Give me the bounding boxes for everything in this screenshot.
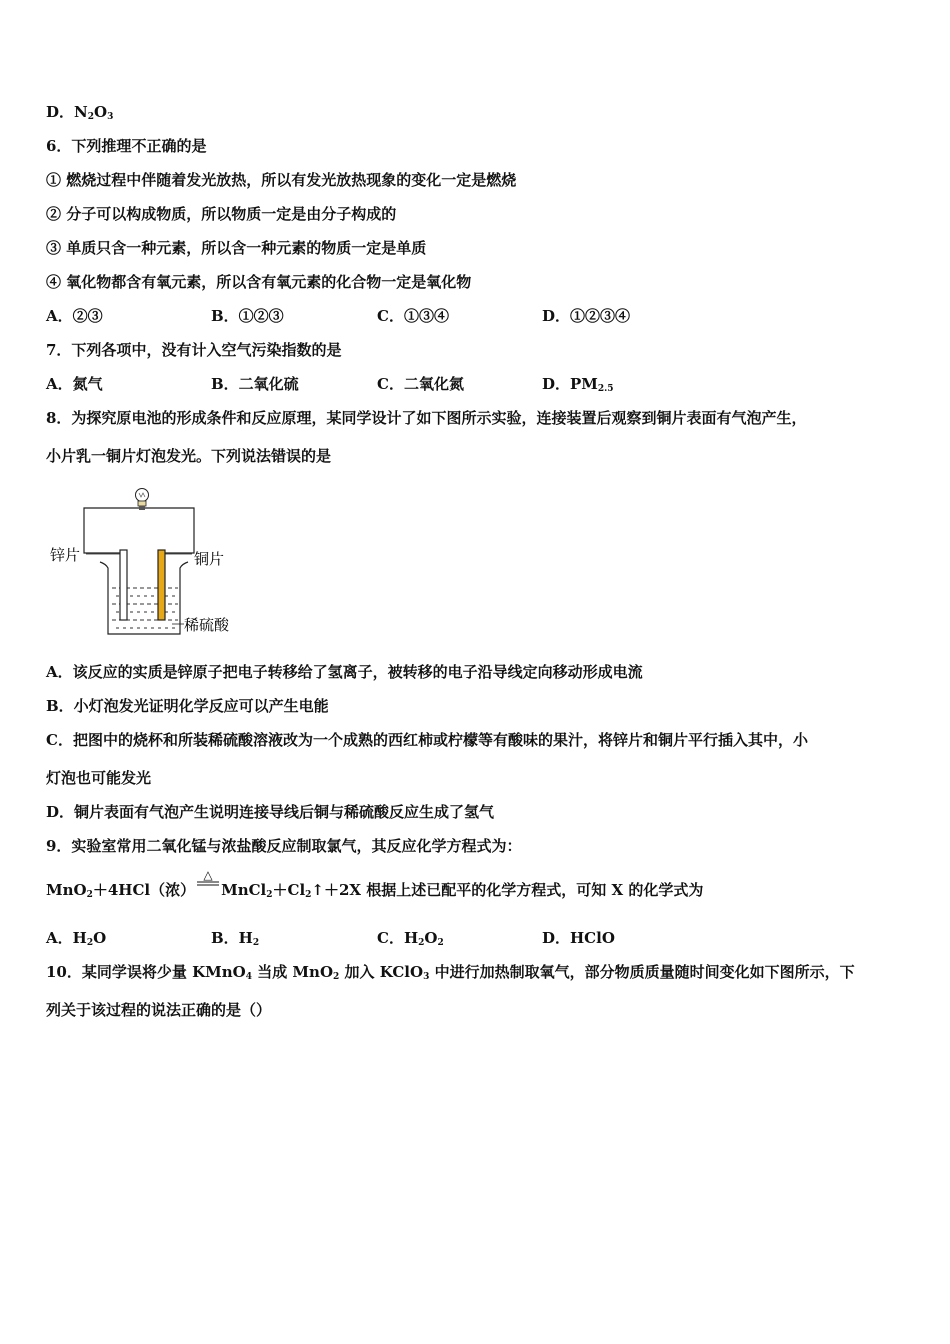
- q6-statement-2: ② 分子可以构成物质，所以物质一定是由分子构成的: [46, 205, 397, 223]
- eq-text: ＋4HCl（浓）: [92, 881, 196, 899]
- eq-text: ＋Cl: [272, 881, 306, 899]
- q6-option-b: B．①②③: [211, 307, 284, 325]
- q6-stem: 6．下列推理不正确的是: [46, 137, 207, 155]
- subscript: 2.5: [597, 384, 614, 394]
- q8-option-b: B．小灯泡发光证明化学反应可以产生电能: [46, 697, 329, 715]
- q6-option-a: A．②③: [46, 307, 103, 325]
- q7-option-a: A．氮气: [46, 375, 103, 393]
- q6-option-c: C．①③④: [377, 307, 449, 325]
- stem-text: 加入 KClO: [339, 963, 424, 981]
- subscript: 2: [418, 938, 425, 948]
- opt-text: A．H: [46, 929, 87, 947]
- opt-text: O: [93, 929, 107, 947]
- stem-text: 10．某同学误将少量 KMnO: [46, 963, 246, 981]
- zinc-plate: [120, 550, 127, 620]
- q7-option-d: [542, 374, 614, 399]
- q8-option-d: D．铜片表面有气泡产生说明连接导线后铜与稀硫酸反应生成了氢气: [46, 803, 495, 821]
- q5-option-d-text: D．N: [46, 103, 88, 121]
- acid-label: 稀硫酸: [184, 616, 230, 634]
- q6-statement-3: ③ 单质只含一种元素，所以含一种元素的物质一定是单质: [46, 239, 427, 257]
- q6-statement-4: ④ 氧化物都含有氧元素，所以含有氧元素的化合物一定是氧化物: [46, 273, 472, 291]
- beaker: [100, 562, 188, 634]
- wire: [84, 508, 194, 553]
- subscript: 2: [87, 112, 94, 122]
- q9-equation: [46, 880, 703, 905]
- q9-option-b: [211, 928, 259, 953]
- subscript: 3: [423, 972, 430, 982]
- subscript: 2: [437, 938, 444, 948]
- q9-option-c: [377, 928, 444, 953]
- q9-option-a: [46, 928, 106, 953]
- stem-text: 中进行加热制取氧气，部分物质质量随时间变化如下图所示，下: [429, 963, 855, 981]
- q7-option-d-text: D．PM: [542, 375, 598, 393]
- opt-text: O: [424, 929, 438, 947]
- eq-text: MnCl: [221, 881, 267, 899]
- heat-symbol: △: [203, 868, 213, 882]
- q9-stem: 9．实验室常用二氧化锰与浓盐酸反应制取氯气，其反应化学方程式为：: [46, 837, 522, 855]
- q8-stem-line-2: 小片乳一铜片灯泡发光。下列说法错误的是: [46, 447, 332, 465]
- light-bulb-icon: [136, 489, 149, 511]
- eq-text: ↑＋2X 根据上述已配平的化学方程式，可知 X 的化学式为: [311, 881, 704, 899]
- q7-option-b: B．二氧化硫: [211, 375, 299, 393]
- subscript: 4: [245, 972, 252, 982]
- q8-option-c-line-2: 灯泡也可能发光: [46, 769, 152, 787]
- galvanic-cell-diagram: [46, 484, 246, 644]
- q7-option-c: C．二氧化氮: [377, 375, 464, 393]
- zinc-label: 锌片: [50, 546, 81, 564]
- subscript: 2: [305, 890, 312, 900]
- q7-stem: 7．下列各项中，没有计入空气污染指数的是: [46, 341, 342, 359]
- q8-option-a: A．该反应的实质是锌原子把电子转移给了氢离子，被转移的电子沿导线定向移动形成电流: [46, 663, 643, 681]
- subscript: 3: [107, 112, 114, 122]
- eq-text: MnO: [46, 881, 87, 899]
- q5-option-d: [46, 102, 113, 127]
- q10-stem-line-2: 列关于该过程的说法正确的是（）: [46, 1001, 272, 1019]
- q6-option-d: D．①②③④: [542, 307, 631, 325]
- q8-option-c-line-1: C．把图中的烧杯和所装稀硫酸溶液改为一个成熟的西红柿或柠檬等有酸味的果汁，将锌片和铜片平行插入其中，小: [46, 731, 808, 749]
- q6-statement-1: ① 燃烧过程中伴随着发光放热，所以有发光放热现象的变化一定是燃烧: [46, 171, 517, 189]
- copper-label: 铜片: [194, 550, 225, 568]
- subscript: 2: [333, 972, 340, 982]
- opt-text: B．H: [211, 929, 253, 947]
- q5-option-d-tail: O: [94, 103, 108, 121]
- q8-stem-line-1: 8．为探究原电池的形成条件和反应原理，某同学设计了如下图所示实验，连接装置后观察到铜片表面有气泡产生，: [46, 409, 807, 427]
- subscript: 2: [86, 938, 94, 948]
- subscript: 2: [252, 938, 260, 948]
- copper-plate: [158, 550, 165, 620]
- q10-stem-line-1: [46, 962, 855, 987]
- subscript: 2: [86, 890, 93, 900]
- stem-text: 当成 MnO: [251, 963, 334, 981]
- subscript: 2: [266, 890, 273, 900]
- q9-option-d: D．HClO: [542, 929, 615, 947]
- opt-text: C．H: [377, 929, 419, 947]
